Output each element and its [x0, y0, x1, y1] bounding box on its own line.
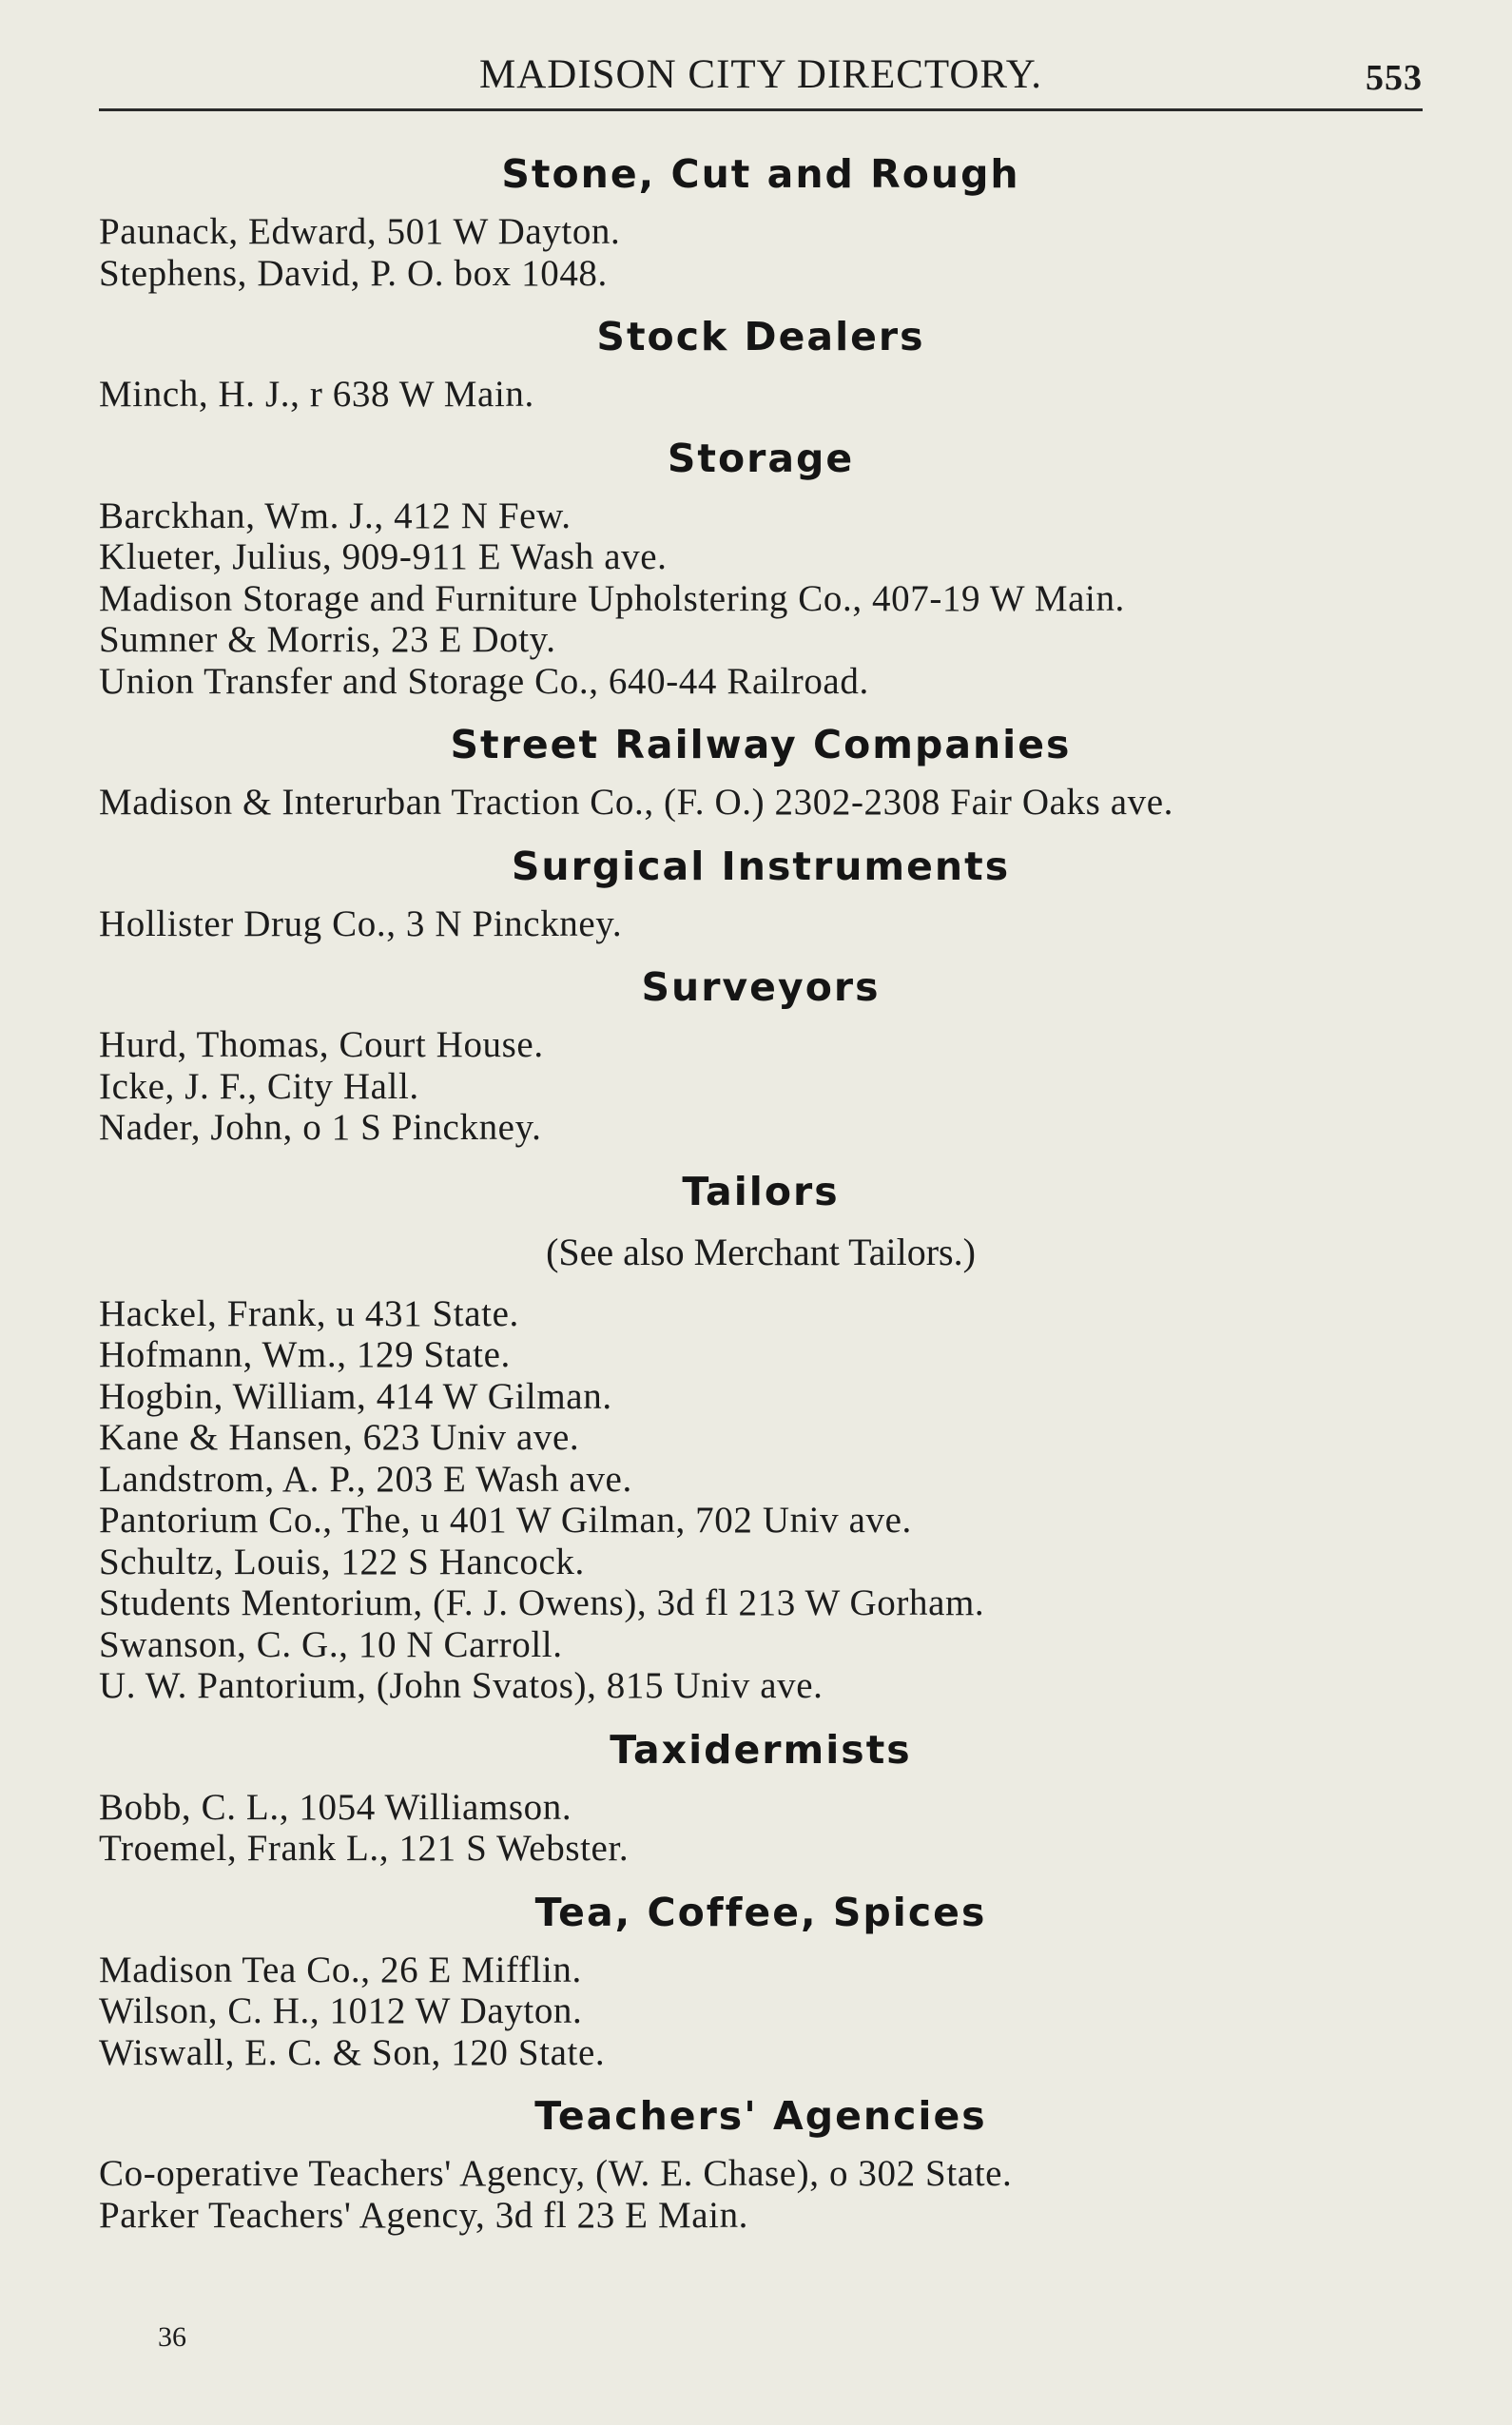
- directory-entry: Klueter, Julius, 909-911 E Wash ave.: [99, 536, 668, 577]
- see-also-note: (See also Merchant Tailors.): [546, 1230, 976, 1273]
- directory-entry: Wilson, C. H., 1012 W Dayton.: [99, 1990, 583, 2031]
- directory-entry: Schultz, Louis, 122 S Hancock.: [99, 1541, 585, 1582]
- directory-entry: Parker Teachers' Agency, 3d fl 23 E Main.: [99, 2194, 749, 2236]
- entry-list: [99, 211, 1423, 294]
- directory-entry: Troemel, Frank L., 121 S Webster.: [99, 1828, 630, 1869]
- entry-list: [99, 782, 1423, 824]
- directory-entry: Hofmann, Wm., 129 State.: [99, 1334, 511, 1375]
- directory-entry: Bobb, C. L., 1054 Williamson.: [99, 1786, 572, 1828]
- directory-entry: Nader, John, o 1 S Pinckney.: [99, 1107, 542, 1148]
- page-title: MADISON CITY DIRECTORY.: [478, 52, 1042, 97]
- directory-entry: Barckhan, Wm. J., 412 N Few.: [99, 495, 572, 536]
- section-heading: Storage: [667, 435, 855, 481]
- entry-list: [99, 495, 1423, 703]
- directory-entry: Co-operative Teachers' Agency, (W. E. Chase), o 302 State.: [99, 2153, 1013, 2194]
- entry-list: [99, 374, 1423, 416]
- directory-entry: U. W. Pantorium, (John Svatos), 815 Univ ave.: [99, 1665, 824, 1706]
- entry-list: [99, 2153, 1423, 2236]
- directory-entry: Stephens, David, P. O. box 1048.: [99, 252, 608, 294]
- section-heading: Tea, Coffee, Spices: [534, 1889, 987, 1935]
- section-heading: Teachers' Agencies: [534, 2093, 987, 2139]
- section-heading: Surgical Instruments: [511, 843, 1011, 889]
- directory-entry: Hollister Drug Co., 3 N Pinckney.: [99, 902, 623, 944]
- directory-entry: Minch, H. J., r 638 W Main.: [99, 374, 534, 415]
- directory-entry: Union Transfer and Storage Co., 640-44 Railroad.: [99, 660, 869, 702]
- directory-listings: [99, 141, 1423, 2253]
- section-heading: Stock Dealers: [596, 314, 925, 359]
- directory-entry: Hurd, Thomas, Court House.: [99, 1024, 544, 1065]
- directory-entry: Hackel, Frank, u 431 State.: [99, 1292, 519, 1334]
- directory-entry: Landstrom, A. P., 203 E Wash ave.: [99, 1458, 632, 1500]
- directory-entry: Hogbin, William, 414 W Gilman.: [99, 1375, 612, 1417]
- entry-list: [99, 1787, 1423, 1870]
- directory-entry: Wiswall, E. C. & Son, 120 State.: [99, 2031, 606, 2073]
- directory-entry: Pantorium Co., The, u 401 W Gilman, 702 Univ ave.: [99, 1500, 912, 1541]
- directory-entry: Students Mentorium, (F. J. Owens), 3d fl 213 W Gorham.: [99, 1582, 985, 1623]
- signature-mark: 36: [158, 2321, 186, 2353]
- directory-entry: Madison Tea Co., 26 E Mifflin.: [99, 1949, 582, 1990]
- entry-list: [99, 1024, 1423, 1149]
- entry-list: [99, 903, 1423, 945]
- directory-entry: Paunack, Edward, 501 W Dayton.: [99, 211, 621, 252]
- running-head: [99, 49, 1423, 111]
- page-number: 553: [1366, 58, 1423, 98]
- directory-entry: Madison Storage and Furniture Upholstering Co., 407-19 W Main.: [99, 577, 1125, 619]
- directory-entry: Sumner & Morris, 23 E Doty.: [99, 619, 556, 660]
- section-heading: Stone, Cut and Rough: [501, 151, 1020, 197]
- entry-list: [99, 1950, 1423, 2074]
- section-heading: Surveyors: [641, 964, 881, 1010]
- directory-entry: Madison & Interurban Traction Co., (F. O.) 2302-2308 Fair Oaks ave.: [99, 782, 1174, 823]
- entry-list: [99, 1293, 1423, 1707]
- directory-entry: Icke, J. F., City Hall.: [99, 1065, 419, 1107]
- section-heading: Taxidermists: [610, 1726, 912, 1773]
- section-heading: Street Railway Companies: [450, 722, 1072, 767]
- directory-entry: Swanson, C. G., 10 N Carroll.: [99, 1623, 563, 1665]
- directory-entry: Kane & Hansen, 623 Univ ave.: [99, 1417, 580, 1458]
- section-heading: Tailors: [682, 1168, 840, 1214]
